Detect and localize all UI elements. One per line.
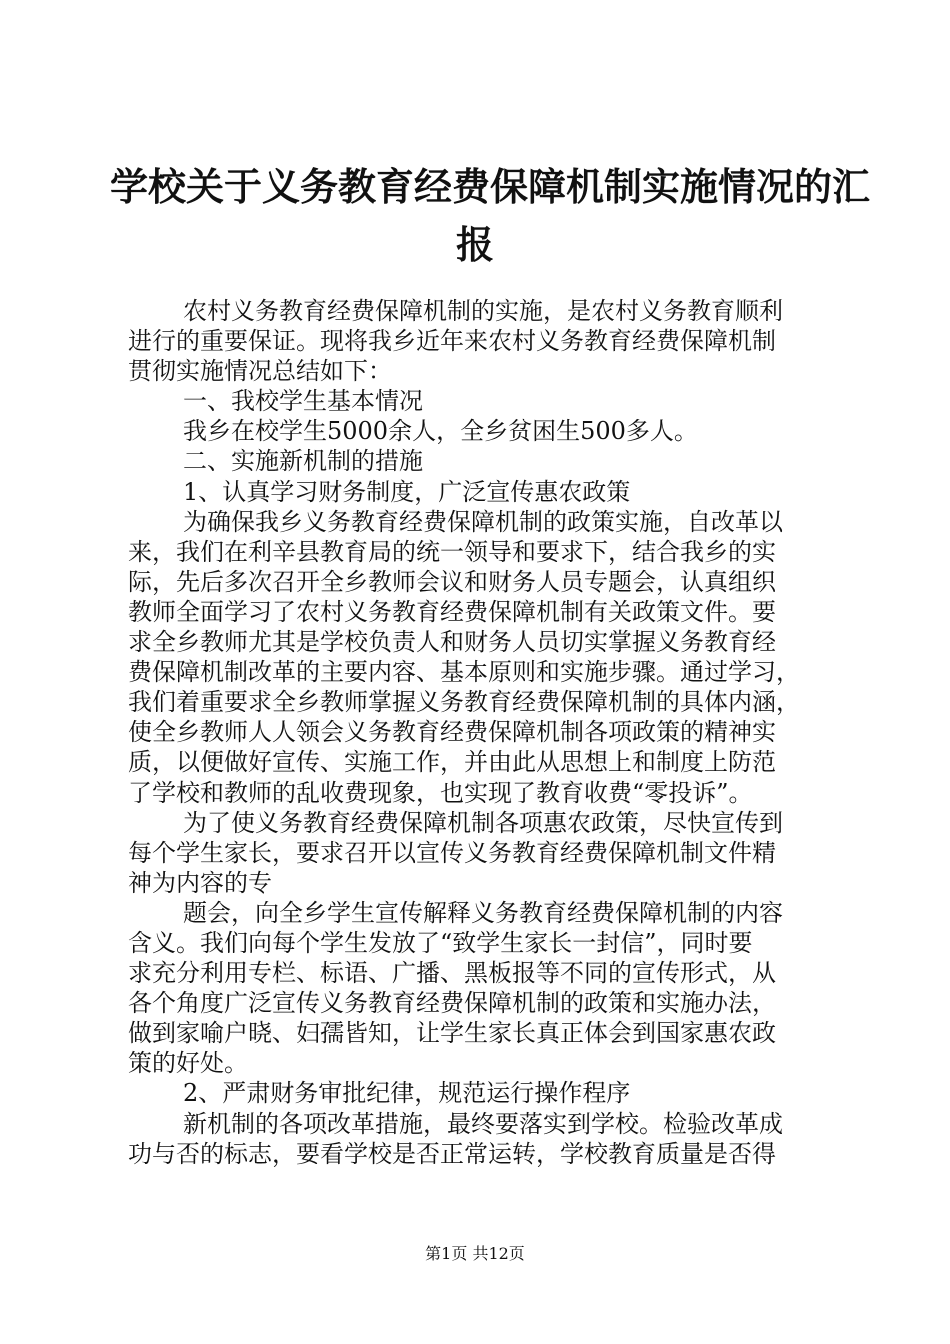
body-text-line: 我们着重要求全乡教师掌握义务教育经费保障机制的具体内涵， — [128, 688, 800, 717]
body-text-line: 1、认真学习财务制度，广泛宣传惠农政策 — [183, 477, 631, 506]
body-text-line: 为了使义务教育经费保障机制各项惠农政策，尽快宣传到 — [183, 808, 783, 837]
body-text-line: 神为内容的专 — [128, 868, 272, 897]
body-text-line: 教师全面学习了农村义务教育经费保障机制有关政策文件。要 — [128, 597, 776, 626]
document-body — [128, 296, 832, 1169]
body-text-line: 来，我们在利辛县教育局的统一领导和要求下，结合我乡的实 — [128, 537, 776, 566]
body-text-line: 题会，向全乡学生宣传解释义务教育经费保障机制的内容 — [183, 898, 783, 927]
body-text-line: 使全乡教师人人领会义务教育经费保障机制各项政策的精神实 — [128, 718, 776, 747]
body-text-line: 策的好处。 — [128, 1049, 248, 1078]
body-text-line: 进行的重要保证。现将我乡近年来农村义务教育经费保障机制 — [128, 327, 776, 356]
body-text-line: 二、实施新机制的措施 — [183, 447, 423, 476]
body-text-line: 际，先后多次召开全乡教师会议和财务人员专题会，认真组织 — [128, 567, 776, 596]
body-text-line: 费保障机制改革的主要内容、基本原则和实施步骤。通过学习， — [128, 658, 800, 687]
body-text-line: 求全乡教师尤其是学校负责人和财务人员切实掌握义务教育经 — [128, 628, 776, 657]
body-text-line: 做到家喻户晓、妇孺皆知，让学生家长真正体会到国家惠农政 — [128, 1019, 776, 1048]
body-text-line: 每个学生家长，要求召开以宣传义务教育经费保障机制文件精 — [128, 838, 776, 867]
document-title-continued: 报 — [455, 223, 494, 267]
body-text-line: 我乡在校学生5000余人，全乡贫困生500多人。 — [183, 417, 698, 446]
body-text-line: 贯彻实施情况总结如下： — [128, 357, 392, 386]
body-text-line: 新机制的各项改革措施，最终要落实到学校。检验改革成 — [183, 1109, 783, 1138]
body-text-line: 2、严肃财务审批纪律，规范运行操作程序 — [183, 1079, 631, 1108]
body-text-line: 一、我校学生基本情况 — [183, 387, 423, 416]
body-text-line: 为确保我乡义务教育经费保障机制的政策实施，自改革以 — [183, 507, 783, 536]
body-text-line: 质，以便做好宣传、实施工作，并由此从思想上和制度上防范 — [128, 748, 776, 777]
body-text-line: 求充分利用专栏、标语、广播、黑板报等不同的宣传形式，从 — [128, 959, 776, 988]
body-text-line: 了学校和教师的乱收费现象，也实现了教育收费“零投诉”。 — [128, 778, 753, 807]
body-text-line: 农村义务教育经费保障机制的实施，是农村义务教育顺利 — [183, 297, 783, 325]
page-number: 第1页 共12页 — [425, 1244, 525, 1263]
document-title: 学校关于义务教育经费保障机制实施情况的汇 — [110, 165, 871, 209]
body-text-line: 含义。我们向每个学生发放了“致学生家长一封信”，同时要 — [128, 928, 753, 957]
body-text-line: 功与否的标志，要看学校是否正常运转，学校教育质量是否得 — [128, 1139, 776, 1168]
body-text-line: 各个角度广泛宣传义务教育经费保障机制的政策和实施办法， — [128, 989, 776, 1018]
